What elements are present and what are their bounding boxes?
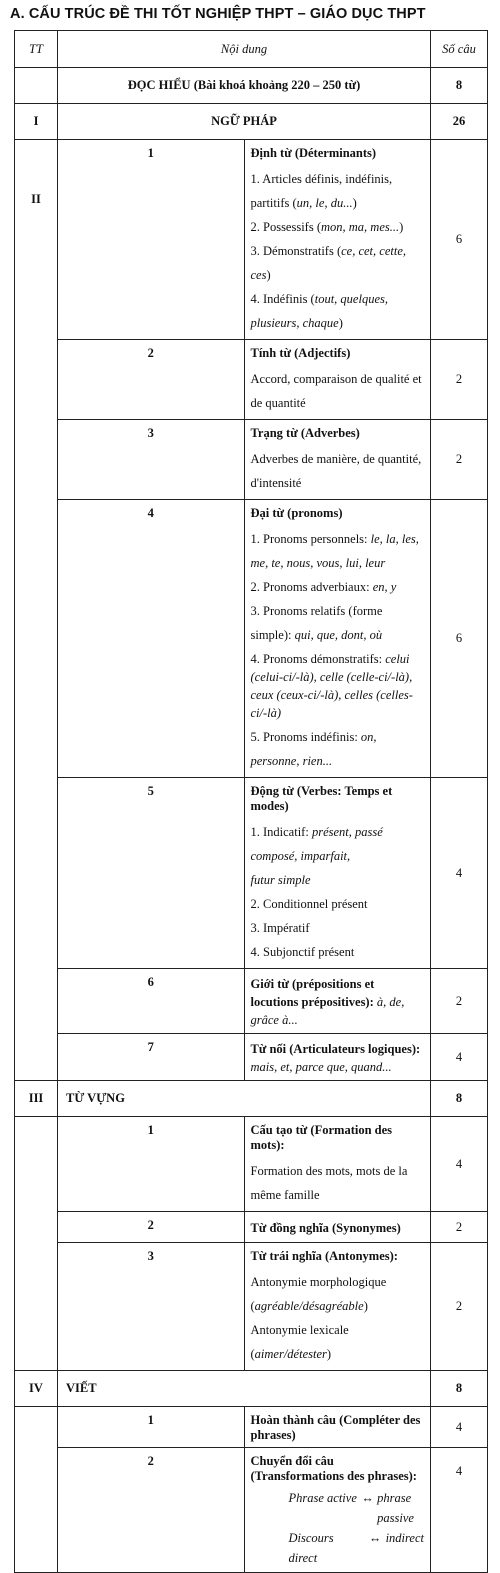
section-number: I — [15, 104, 58, 140]
reading-count: 8 — [431, 68, 488, 104]
table-row — [15, 500, 488, 778]
list-item: Antonymie morphologique (agréable/désagréable) — [250, 1275, 387, 1313]
row-number: 3 — [58, 1243, 245, 1371]
header-count: Số câu — [431, 31, 488, 68]
row-count: 2 — [431, 1243, 488, 1371]
row-content — [244, 1212, 431, 1243]
row-heading: Giới từ (prépositions et locutions prépositives): — [250, 977, 377, 1009]
row-count: 4 — [431, 1407, 488, 1448]
row-content — [244, 778, 431, 969]
table-row — [15, 1243, 488, 1371]
row-count: 6 — [431, 500, 488, 778]
row-number: 3 — [58, 420, 245, 500]
row-count: 4 — [431, 1117, 488, 1212]
row-examples: mais, et, parce que, quand... — [250, 1060, 392, 1074]
row-count: 2 — [431, 969, 488, 1034]
section-number: IV — [15, 1371, 58, 1407]
table-row — [15, 969, 488, 1034]
section-label: TỪ VỰNG — [58, 1081, 431, 1117]
list-item: 1. Articles définis, indéfinis, partitifs (un, le, du...) — [250, 172, 393, 210]
row-number: 5 — [58, 778, 245, 969]
row-heading: Trạng từ (Adverbes) — [250, 426, 360, 440]
section-label: VIẾT — [58, 1371, 431, 1407]
row-count: 4 — [431, 778, 488, 969]
row-number: 2 — [58, 1448, 245, 1573]
list-item: 5. Pronoms indéfinis: on, personne, rien... — [250, 730, 377, 768]
table-row — [15, 1448, 488, 1573]
row-heading: Từ nối (Articulateurs logiques): — [250, 1042, 421, 1056]
list-item: Accord, comparaison de qualité et de quantité — [250, 372, 422, 410]
table-row — [15, 1212, 488, 1243]
row-heading: Định từ (Déterminants) — [250, 146, 377, 160]
section-count: 8 — [431, 1081, 488, 1117]
row-number: 2 — [58, 340, 245, 420]
table-row — [15, 1407, 488, 1448]
row-heading: Từ đồng nghĩa (Synonymes) — [250, 1220, 401, 1235]
table-row — [15, 140, 488, 340]
row-count: 6 — [431, 140, 488, 340]
table-header — [15, 31, 488, 68]
row-content — [244, 140, 431, 340]
section-count: 26 — [431, 104, 488, 140]
row-heading: Hoàn thành câu (Compléter des phrases) — [250, 1413, 421, 1442]
row-number: 6 — [58, 969, 245, 1034]
row-number: 1 — [58, 1407, 245, 1448]
list-item: 3. Démonstratifs (ce, cet, cette, ces) — [250, 244, 406, 282]
list-item: 3. Impératif — [250, 921, 310, 935]
list-item: Formation des mots, mots de la même famille — [250, 1164, 408, 1202]
list-item: 3. Pronoms relatifs (forme simple): qui, que, dont, où — [250, 604, 383, 642]
list-item: 2. Conditionnel présent — [250, 897, 368, 911]
row-content — [244, 420, 431, 500]
row-count: 2 — [431, 420, 488, 500]
list-item: 4. Subjonctif présent — [250, 945, 355, 959]
section-vocabulary — [15, 1081, 488, 1117]
list-item: futur simple — [250, 873, 311, 887]
row-number: 2 — [58, 1212, 245, 1243]
list-item: Adverbes de manière, de quantité, d'intensité — [250, 452, 422, 490]
table-row — [15, 420, 488, 500]
row-number: 1 — [58, 1117, 245, 1212]
reading-row — [15, 68, 488, 104]
header-content: Nội dung — [58, 31, 431, 68]
row-number: 4 — [58, 500, 245, 778]
row-heading: Cấu tạo từ (Formation des mots): — [250, 1123, 393, 1152]
row-number: 1 — [58, 140, 245, 340]
double-arrow-icon: ↔ — [361, 1491, 374, 1505]
row-content — [244, 340, 431, 420]
list-item: 4. Pronoms démonstratifs: celui (celui-ci/-là), celle (celle-ci/-là), ceux (ceux-ci/-là), celles (celles-ci/-là) — [250, 652, 413, 720]
section-label: NGỮ PHÁP — [58, 104, 431, 140]
section-number: II — [15, 140, 58, 1081]
row-examples: à, de, grâce à... — [250, 995, 405, 1027]
exam-structure-table — [14, 30, 488, 1573]
row-content — [244, 1407, 431, 1448]
row-count: 4 — [431, 1034, 488, 1081]
section-grammar — [15, 104, 488, 140]
row-content — [244, 500, 431, 778]
list-item: 4. Indéfinis (tout, quelques, plusieurs, chaque) — [250, 292, 388, 330]
table-row — [15, 1117, 488, 1212]
document-title: A. CẤU TRÚC ĐỀ THI TỐT NGHIỆP THPT – GIÁO DỤC THPT — [10, 6, 426, 22]
row-heading: Tính từ (Adjectifs) — [250, 346, 351, 360]
list-item: 2. Possessifs (mon, ma, mes...) — [250, 220, 404, 234]
table-row — [15, 778, 488, 969]
header-tt: TT — [15, 31, 58, 68]
section-number: III — [15, 1081, 58, 1117]
row-content — [244, 1448, 431, 1573]
row-content — [244, 1243, 431, 1371]
table-row — [15, 340, 488, 420]
list-item: Phrase active ↔ phrase passive — [251, 1488, 425, 1528]
list-item: Antonymie lexicale (aimer/détester) — [250, 1323, 349, 1361]
reading-label: ĐỌC HIỂU (Bài khoá khoảng 220 – 250 từ) — [58, 68, 431, 104]
section-writing — [15, 1371, 488, 1407]
row-heading: Đại từ (pronoms) — [250, 506, 343, 520]
row-count: 2 — [431, 340, 488, 420]
list-item: Discours direct ↔ indirect — [251, 1528, 425, 1568]
row-number: 7 — [58, 1034, 245, 1081]
list-item: 1. Indicatif: présent, passé composé, imparfait, — [250, 825, 383, 863]
row-heading: Động từ (Verbes: Temps et modes) — [250, 784, 393, 813]
row-heading: Chuyển đổi câu (Transformations des phrases): — [250, 1454, 417, 1483]
row-count: 2 — [431, 1212, 488, 1243]
list-item: 2. Pronoms adverbiaux: en, y — [250, 580, 397, 594]
table-row — [15, 1034, 488, 1081]
section-count: 8 — [431, 1371, 488, 1407]
list-item: 1. Pronoms personnels: le, la, les, me, te, nous, vous, lui, leur — [250, 532, 419, 570]
double-arrow-icon: ↔ — [368, 1531, 382, 1545]
row-content — [244, 969, 431, 1034]
row-content — [244, 1034, 431, 1081]
row-content — [244, 1117, 431, 1212]
row-heading: Từ trái nghĩa (Antonymes): — [250, 1249, 398, 1263]
row-count: 4 — [431, 1448, 488, 1573]
